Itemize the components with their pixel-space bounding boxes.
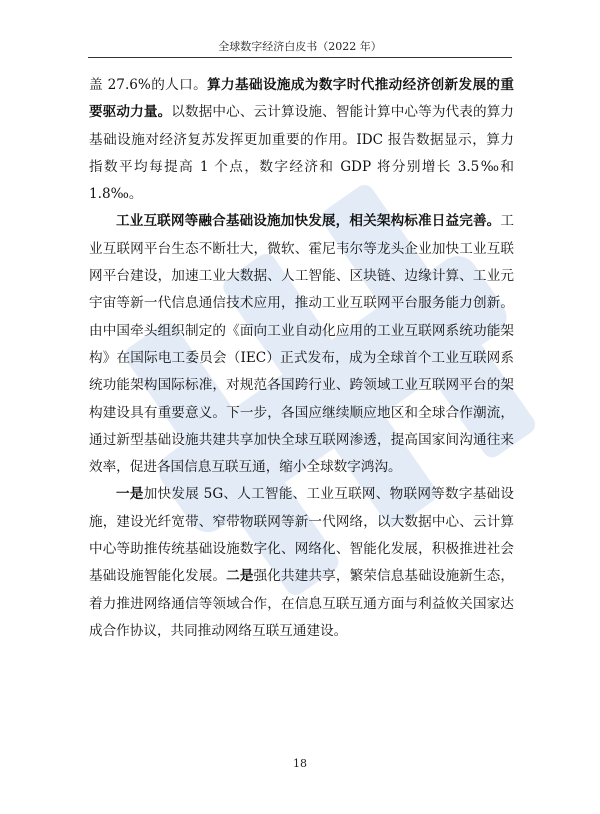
paragraph-1-text: 以数据中心、云计算设施、智能计算中心等为代表的算力基础设施对经济复苏发挥更加重要的作用。IDC 报告数据显示，算力指数平均每提高 1 个点，数字经济和 GDP 将分别增长 3.5‰和 1.8‰。 xyxy=(89,104,514,203)
paragraph-2 xyxy=(89,208,514,481)
paragraph-3-bold-1: 一是 xyxy=(116,486,144,503)
page-number: 18 xyxy=(293,757,307,770)
paragraph-2-bold: 工业互联网等融合基础设施加快发展，相关架构标准日益完善。 xyxy=(116,213,501,230)
paragraph-1 xyxy=(89,72,514,208)
body-text xyxy=(89,72,514,645)
paragraph-3-bold-2: 二是 xyxy=(226,568,254,585)
paragraph-2-text: 工业互联网平台生态不断壮大，微软、霍尼韦尔等龙头企业加快工业互联网平台建设，加速工业大数据、人工智能、区块链、边缘计算、工业元宇宙等新一代信息通信技术应用，推动工业互联网平台服务能力创新。由中国牵头组织制定的《面向工业自动化应用的工业互联网系统功能架构》在国际电工委员会（IEC）正式发布，成为全球首个工业互联网系统功能架构国际标准，对规范各国跨行业、跨领域工业互联网平台的架构建设具有重要意义。下一步，各国应继续顺应地区和全球合作潮流，通过新型基础设施共建共享加快全球互联网渗透，提高国家间沟通往来效率，促进各国信息互联互通，缩小全球数字鸿沟。 xyxy=(89,213,514,476)
paragraph-1-lead: 盖 27.6%的人口。 xyxy=(89,77,208,93)
page-header: 全球数字经济白皮书（2022 年） xyxy=(88,38,512,58)
paragraph-3 xyxy=(89,481,514,645)
paragraph-3-text-1: 加快发展 5G、人工智能、工业互联网、物联网等数字基础设施，建设光纤宽带、窄带物联网等新一代网络，以大数据中心、云计算中心等助推传统基础设施数字化、网络化、智能化发展，积极推进社会基础设施智能化发展。 xyxy=(89,486,515,585)
paragraph-3-text-2: 强化共建共享，繁荣信息基础设施新生态，着力推进网络通信等领域合作，在信息互联互通方面与利益攸关国家达成合作协议，共同推动网络互联互通建设。 xyxy=(89,568,515,639)
paragraph-1-bold: 算力基础设施成为数字时代推动经济创新发展的重要驱动力量。 xyxy=(89,77,514,121)
